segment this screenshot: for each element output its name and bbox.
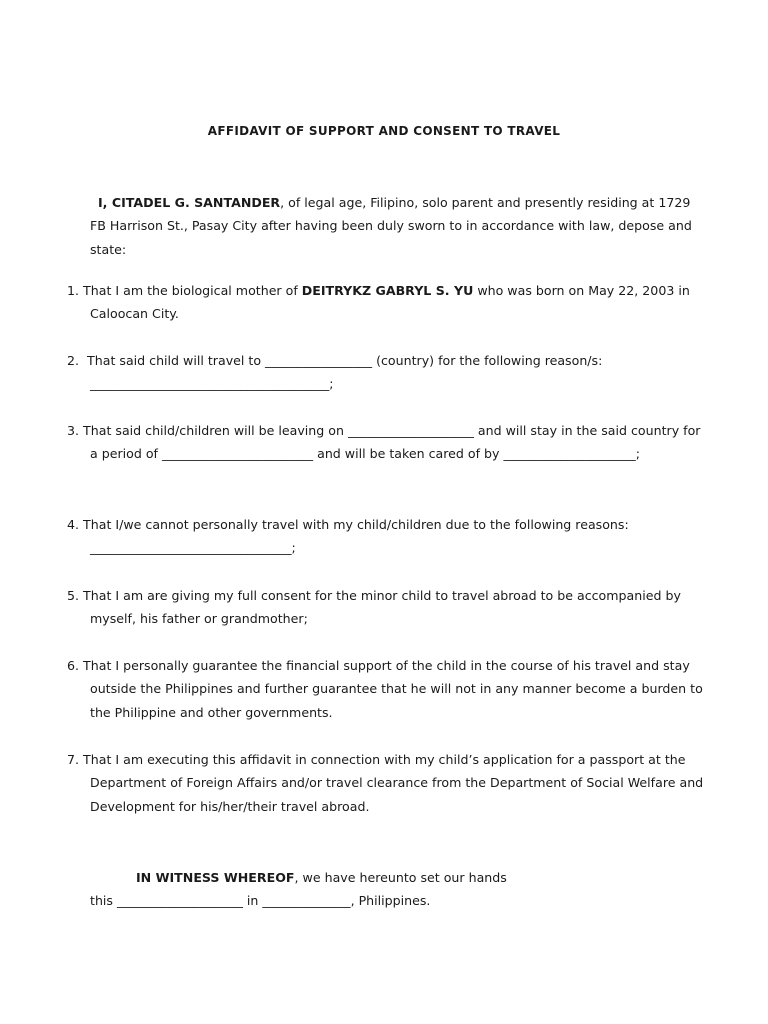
intro-text: , of legal age, Filipino, solo parent and presently residing at 1729 FB Harrison St., Pasay City after having been duly sworn to in accordance with law, depose and state: <box>90 195 692 257</box>
clause-4 <box>67 513 707 560</box>
intro-paragraph <box>90 191 700 261</box>
clause-text: That I/we cannot personally travel with my child/children due to the following reasons: ________________________________; <box>83 517 629 556</box>
clause-text: That I am executing this affidavit in connection with my child’s application for a passport at the Department of Foreign Affairs and/or travel clearance from the Department of Social Welfare and Development for his/her/their travel abroad. <box>83 752 704 814</box>
clause-number: 5. <box>67 588 80 603</box>
clause-5 <box>67 584 707 631</box>
document-title: AFFIDAVIT OF SUPPORT AND CONSENT TO TRAVEL <box>207 124 561 138</box>
clause-number: 7. <box>67 752 80 767</box>
clause-number: 2. <box>67 353 80 368</box>
affiant-name: I, CITADEL G. SANTANDER <box>98 195 281 210</box>
clause-text: That I am are giving my full consent for the minor child to travel abroad to be accompanied by myself, his father or grandmother; <box>83 588 681 627</box>
clause-text: That I personally guarantee the financial support of the child in the course of his travel and stay outside the Philippines and further guarantee that he will not in any manner become a burden to the Philippine and other governments. <box>83 658 703 720</box>
clause-2 <box>67 349 707 396</box>
clause-number: 6. <box>67 658 80 673</box>
witness-heading: IN WITNESS WHEREOF <box>136 870 295 885</box>
witness-line-1 <box>90 866 650 889</box>
clause-text: That said child/children will be leaving on ____________________ and will stay in the said country for a period of ________________________ and will be taken cared of by _____________________; <box>83 423 701 462</box>
clause-text: That said child will travel to _________________ (country) for the following reason/s: ______________________________________; <box>87 353 603 392</box>
witness-text: , we have hereunto set our hands <box>294 870 507 885</box>
clause-text: who was born on May 22, 2003 in Caloocan City. <box>90 283 690 322</box>
clause-number: 4. <box>67 517 80 532</box>
clause-7 <box>67 748 707 818</box>
witness-line-2: this ____________________ in ______________, Philippines. <box>90 893 431 909</box>
clause-1 <box>67 279 707 326</box>
clause-6 <box>67 654 707 724</box>
clause-3 <box>67 419 707 466</box>
child-name: DEITRYKZ GABRYL S. YU <box>301 283 474 298</box>
witness-paragraph <box>90 866 650 913</box>
clause-number: 3. <box>67 423 80 438</box>
clause-number: 1. <box>67 283 80 298</box>
clause-text: That I am the biological mother of <box>83 283 302 298</box>
